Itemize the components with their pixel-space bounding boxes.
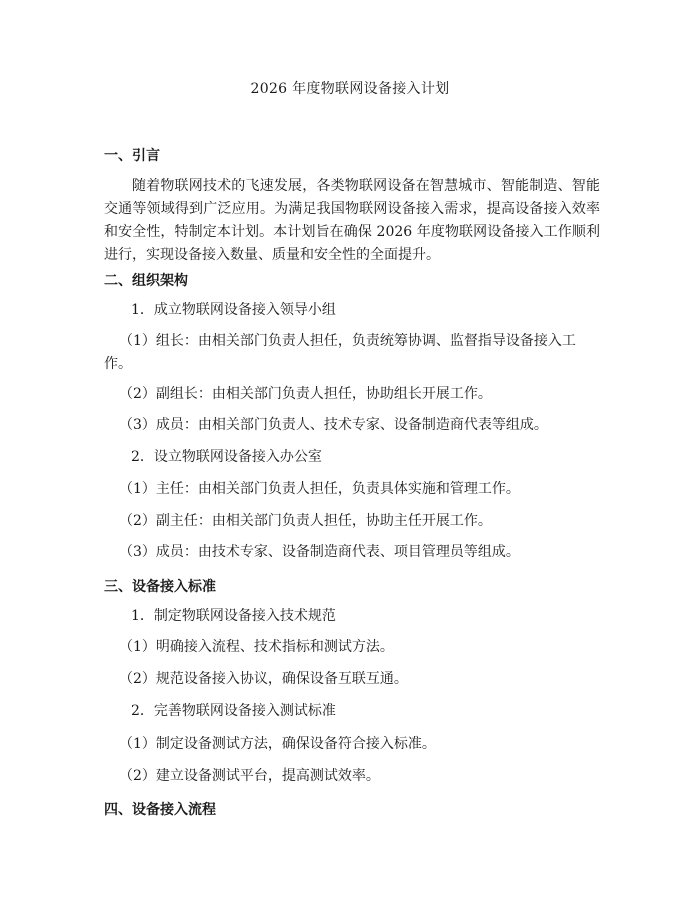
standards-testing-item-1: （1）制定设备测试方法，确保设备符合接入标准。 xyxy=(119,736,436,752)
section-heading-organization: 二、组织架构 xyxy=(104,273,188,289)
org-leadership-item-leader: （1）组长：由相关部门负责人担任，负责统筹协调、监督指导设备接入工作。 xyxy=(104,333,576,372)
org-group-title-leadership: 1．成立物联网设备接入领导小组 xyxy=(131,302,336,318)
org-office-item-director: （1）主任：由相关部门负责人担任，负责具体实施和管理工作。 xyxy=(119,481,520,497)
org-office-item-deputy: （2）副主任：由相关部门负责人担任，协助主任开展工作。 xyxy=(119,513,492,529)
org-leadership-item-members: （3）成员：由相关部门负责人、技术专家、设备制造商代表等组成。 xyxy=(119,417,548,433)
section-heading-intro: 一、引言 xyxy=(104,148,160,164)
org-office-item-members: （3）成员：由技术专家、设备制造商代表、项目管理员等组成。 xyxy=(119,544,520,560)
section-heading-standards: 三、设备接入标准 xyxy=(104,579,216,595)
section-heading-process: 四、设备接入流程 xyxy=(104,802,216,818)
standards-group-title-spec: 1．制定物联网设备接入技术规范 xyxy=(131,608,336,624)
org-group-title-office: 2．设立物联网设备接入办公室 xyxy=(131,449,322,465)
standards-group-title-testing: 2．完善物联网设备接入测试标准 xyxy=(131,703,336,719)
standards-spec-item-2: （2）规范设备接入协议，确保设备互联互通。 xyxy=(119,671,408,687)
standards-testing-item-2: （2）建立设备测试平台，提高测试效率。 xyxy=(119,768,380,784)
standards-spec-item-1: （1）明确接入流程、技术指标和测试方法。 xyxy=(119,639,394,655)
document-title: 2026 年度物联网设备接入计划 xyxy=(250,81,450,97)
org-leadership-item-deputy: （2）副组长：由相关部门负责人担任，协助组长开展工作。 xyxy=(119,386,492,402)
intro-paragraph: 随着物联网技术的飞速发展，各类物联网设备在智慧城市、智能制造、智能交通等领域得到广泛应用。为满足我国物联网设备接入需求，提高设备接入效率和安全性，特制定本计划。本计划旨在确保 2026 年度物联网设备接入工作顺利进行，实现设备接入数量、质量和安全性的全面提升。 xyxy=(104,178,600,263)
